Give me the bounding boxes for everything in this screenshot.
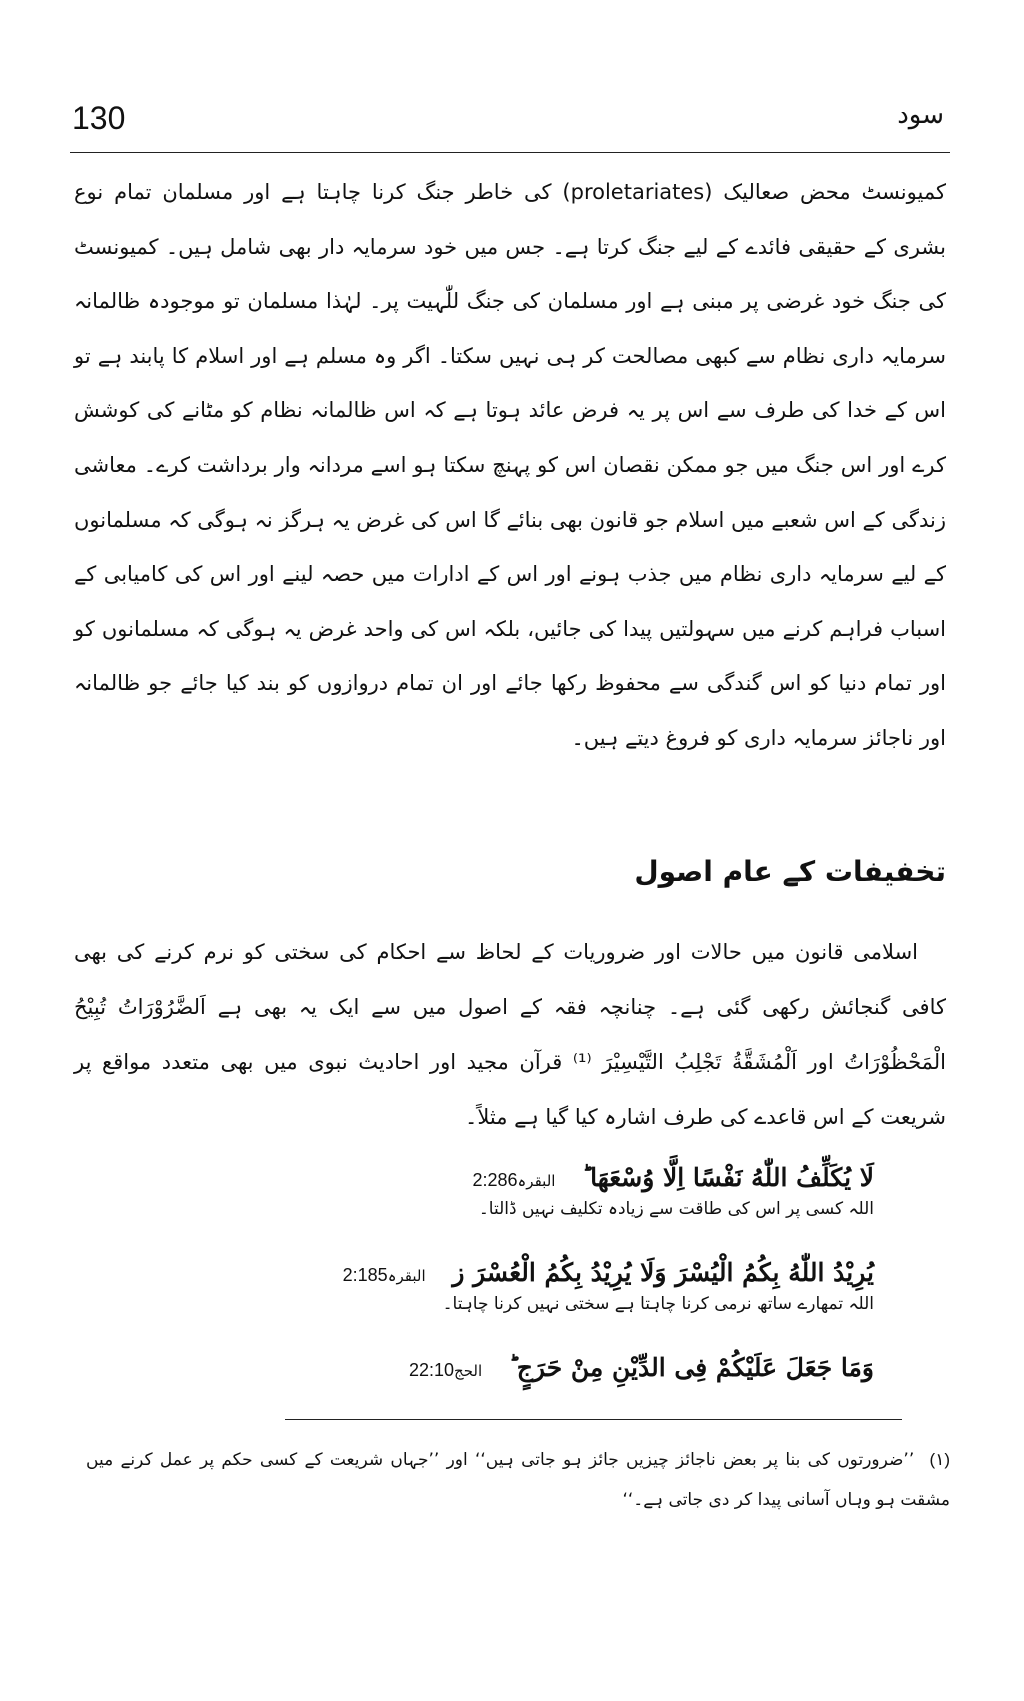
verse-reference: 2:185 — [342, 1265, 388, 1285]
verse-text: یُرِیْدُ اللّٰهُ بِکُمُ الْیُسْرَ وَلَا یُرِیْدُ بِکُمُ الْعُسْرَ ز — [452, 1258, 874, 1287]
running-head: سود — [897, 100, 944, 130]
verse-block-3 — [280, 1353, 874, 1382]
verse-surah: البقرہ — [387, 1267, 426, 1285]
verse-surah: الحج — [454, 1362, 483, 1380]
verse-block-2 — [280, 1258, 874, 1314]
footnote-marker: (۱) — [929, 1450, 951, 1469]
footnote — [86, 1440, 950, 1520]
header-rule — [70, 152, 950, 153]
verse-text: وَمَا جَعَلَ عَلَیْکُمْ فِی الدِّیْنِ مِنْ حَرَجٍ ؕ — [508, 1353, 874, 1382]
verse-translation: اللہ کسی پر اس کی طاقت سے زیادہ تکلیف نہیں ڈالتا۔ — [478, 1199, 874, 1219]
footnote-rule — [285, 1419, 902, 1420]
section-heading: تخفیفات کے عام اصول — [634, 855, 946, 888]
paragraph-1: کمیونسٹ محض صعالیک (proletariates) کی خاطر جنگ کرنا چاہتا ہے اور مسلمان تمام نوع بشری کے حقیقی فائدے کے لیے جنگ کرتا ہے۔ جس میں خود سرمایہ دار بھی شامل ہیں۔ کمیونسٹ کی جنگ خود غرضی پر مبنی ہے اور مسلمان کی جنگ للّٰہیت پر۔ لہٰذا مسلمان تو موجودہ ظالمانہ سرمایہ داری نظام سے کبھی مصالحت کر ہی نہیں سکتا۔ اگر وہ مسلم ہے اور اسلام کا پابند ہے تو اس کے خدا کی طرف سے اس پر یہ فرض عائد ہوتا ہے کہ اس ظالمانہ نظام کو مٹانے کی کوشش کرے اور اس جنگ میں جو ممکن نقصان اس کو پہنچ سکتا ہو اسے مردانہ وار برداشت کرے۔ معاشی زندگی کے اس شعبے میں اسلام جو قانون بھی بنائے گا اس کی غرض یہ ہرگز نہ ہوگی کہ مسلمانوں کے لیے سرمایہ داری نظام میں جذب ہونے اور اس کے ادارات میں حصہ لینے اور اس کی کامیابی کے اسباب فراہم کرنے میں سہولتیں پیدا کی جائیں، بلکہ اس کی واحد غرض یہ ہوگی کہ مسلمانوں کو اور تمام دنیا کو اس گندگی سے محفوظ رکھا جائے اور ان تمام دروازوں کو بند کیا جائے جو ظالمانہ اور ناجائز سرمایہ داری کو فروغ دیتے ہیں۔ — [74, 180, 946, 750]
verse-reference: 22:10 — [408, 1360, 455, 1380]
page-number: 130 — [72, 100, 126, 136]
verse-reference: 2:286 — [472, 1170, 518, 1190]
verse-arabic — [280, 1163, 874, 1192]
verse-text: لَا یُکَلِّفُ اللّٰهُ نَفْسًا اِلَّا وُسْعَهَا ؕ — [582, 1163, 874, 1192]
footnote-text: ’’ضرورتوں کی بنا پر بعض ناجائز چیزیں جائز ہو جاتی ہیں‘‘ اور ’’جہاں شریعت کے کسی حکم پر عمل کرنے میں مشقت ہو وہاں آسانی پیدا کر دی جاتی ہے۔‘‘ — [86, 1450, 950, 1510]
verse-translation: اللہ تمھارے ساتھ نرمی کرنا چاہتا ہے سختی نہیں کرنا چاہتا۔ — [442, 1294, 874, 1314]
verse-arabic — [280, 1258, 874, 1287]
paragraph-2: اسلامی قانون میں حالات اور ضروریات کے لحاظ سے احکام کی سختی کو نرم کرنے کی بھی کافی گنجائش رکھی گئی ہے۔ چنانچہ فقہ کے اصول میں سے ایک یہ بھی ہے اَلضَّرُوْرَاتُ تُبِیْحُ الْمَحْظُوْرَاتُ اور اَلْمُشَقَّةُ تَجْلِبُ التَّیْسِیْرَ ⁽¹⁾ قرآن مجید اور احادیث نبوی میں بھی متعدد مواقع پر شریعت کے اس قاعدے کی طرف اشارہ کیا گیا ہے مثلاً۔ — [74, 940, 946, 1129]
verse-arabic — [280, 1353, 874, 1382]
verse-block-1 — [280, 1163, 874, 1219]
verse-surah: البقرہ — [517, 1172, 556, 1190]
